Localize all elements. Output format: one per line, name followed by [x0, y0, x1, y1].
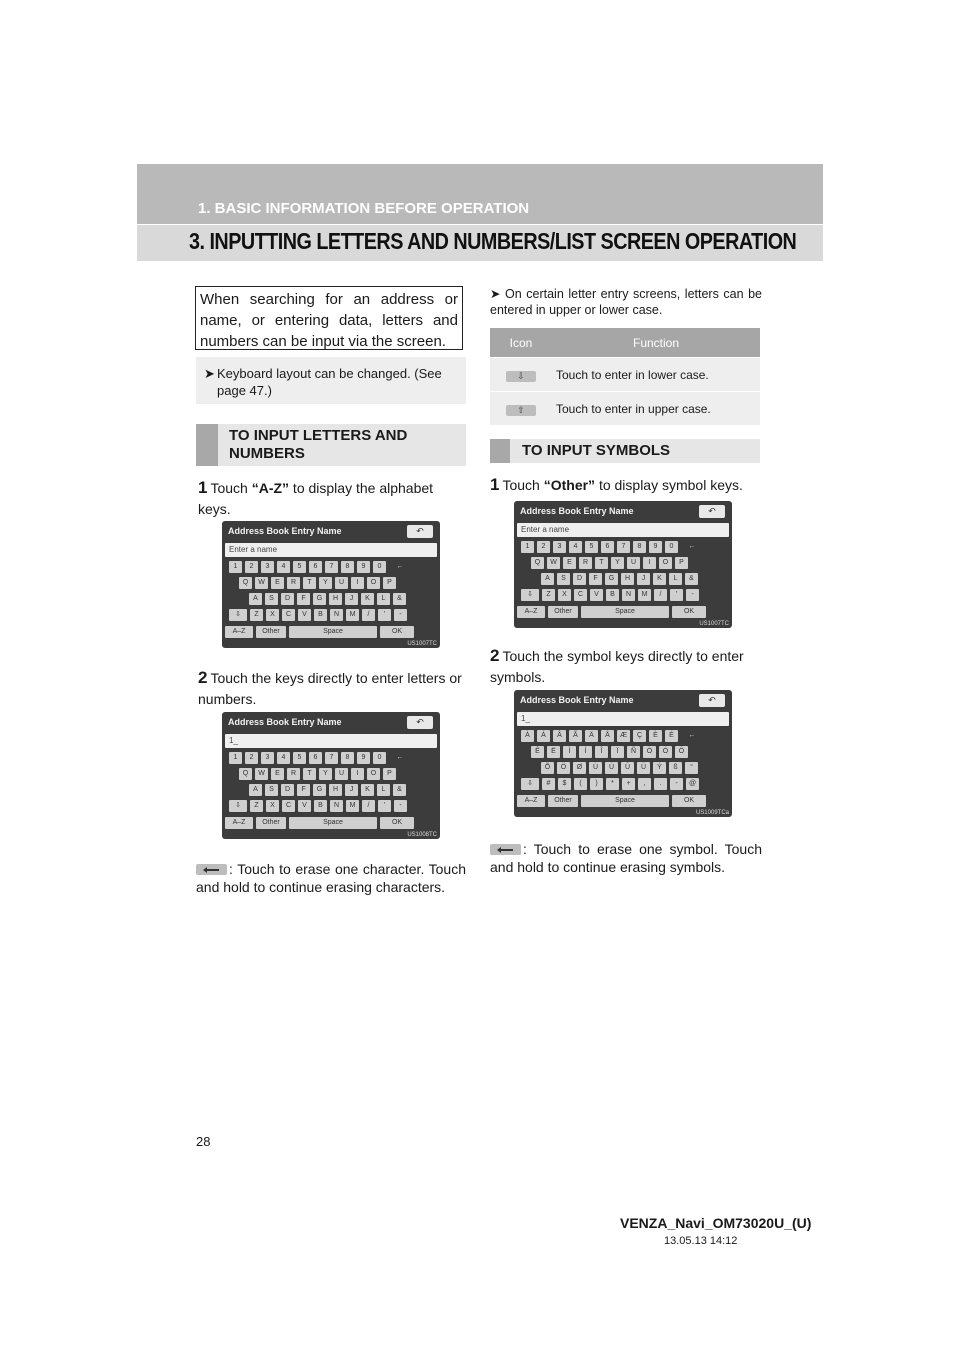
keyboard-key[interactable]: Q	[239, 768, 252, 780]
bottom-key[interactable]: Other	[256, 817, 286, 829]
bullet-icon: ➤	[490, 287, 501, 301]
entry-field[interactable]: 1_	[517, 712, 729, 726]
keyboard-key[interactable]: 5	[585, 541, 598, 553]
lower-case-icon: ⇩	[506, 371, 536, 382]
keyboard-key[interactable]: B	[606, 589, 619, 601]
keyboard-key[interactable]: O	[659, 557, 672, 569]
keyboard-key[interactable]: K	[361, 784, 374, 796]
document-timestamp: 13.05.13 14:12	[664, 1235, 738, 1247]
letters-step-2: 2 Touch the keys directly to enter letters or numbers.	[198, 668, 462, 707]
symbols-step-1: 1 Touch “Other” to display symbol keys.	[490, 475, 743, 494]
keyboard-key[interactable]: P	[675, 557, 688, 569]
key-row	[517, 541, 729, 553]
keyboard-key[interactable]: N	[330, 609, 343, 621]
keyboard-key[interactable]: U	[627, 557, 640, 569]
screen-header	[517, 504, 729, 521]
bottom-key[interactable]: Other	[256, 626, 286, 638]
keyboard-key[interactable]: &	[393, 593, 406, 605]
keyboard-key[interactable]: Ö	[557, 762, 570, 774]
keyboard-key[interactable]: Ó	[659, 746, 672, 758]
bottom-key[interactable]: Other	[548, 606, 578, 618]
keyboard-key[interactable]: È	[649, 730, 662, 742]
keyboard-key[interactable]: 8	[341, 561, 354, 573]
entry-field[interactable]: Enter a name	[225, 543, 437, 557]
keyboard-key[interactable]: Ï	[611, 746, 624, 758]
keyboard-key[interactable]: &	[685, 573, 698, 585]
back-button[interactable]: ↶	[699, 694, 725, 707]
keyboard-key[interactable]: 9	[357, 561, 370, 573]
shift-icon[interactable]: ⇩	[521, 589, 539, 601]
bottom-key[interactable]: Space	[289, 626, 377, 638]
keyboard-key[interactable]: T	[303, 577, 316, 589]
keyboard-key[interactable]: 1	[229, 561, 242, 573]
image-code: US1009TCa	[695, 810, 729, 816]
subhead-symbols-label: TO INPUT SYMBOLS	[522, 442, 671, 459]
case-note: ➤ On certain letter entry screens, letters can be entered in upper or lower case.	[490, 287, 763, 317]
keyboard-key[interactable]: X	[266, 609, 279, 621]
keyboard-key[interactable]: 0	[373, 561, 386, 573]
bottom-key[interactable]: Space	[581, 795, 669, 807]
keyboard-key[interactable]: X	[558, 589, 571, 601]
keyboard-key[interactable]: E	[563, 557, 576, 569]
keyboard-key[interactable]: 7	[617, 541, 630, 553]
keyboard-key[interactable]: M	[346, 800, 359, 812]
document-code: VENZA_Navi_OM73020U_(U)	[620, 1215, 812, 1231]
keyboard-key[interactable]: V	[298, 609, 311, 621]
key-row	[225, 768, 437, 780]
keyboard-key[interactable]: Î	[595, 746, 608, 758]
keyboard-key[interactable]: +	[622, 778, 635, 790]
bottom-key[interactable]: Space	[289, 817, 377, 829]
keyboard-key[interactable]: E	[271, 577, 284, 589]
keyboard-key[interactable]: Ä	[585, 730, 598, 742]
symbols-step-2: 2 Touch the symbol keys directly to enter symbols.	[490, 646, 744, 685]
key-row	[517, 762, 729, 774]
bottom-key[interactable]: A–Z	[517, 606, 545, 618]
image-code: US1007TC	[699, 621, 729, 627]
keyboard-key[interactable]: S	[265, 784, 278, 796]
bottom-key[interactable]: OK	[380, 626, 414, 638]
keyboard-key[interactable]: G	[313, 784, 326, 796]
keyboard-key[interactable]: J	[345, 784, 358, 796]
keyboard-key[interactable]: Å	[601, 730, 614, 742]
key-row	[517, 778, 729, 790]
keyboard-key[interactable]: 6	[309, 752, 322, 764]
keyboard-key[interactable]: 7	[325, 561, 338, 573]
key-row	[517, 589, 729, 601]
upper-case-icon: ⇧	[506, 405, 536, 416]
bottom-key-row	[225, 626, 437, 638]
keyboard-key[interactable]: T	[303, 768, 316, 780]
keyboard-key[interactable]: 2	[537, 541, 550, 553]
keyboard-note	[196, 357, 466, 404]
key-row	[225, 561, 437, 573]
keyboard-key[interactable]: )	[590, 778, 603, 790]
subhead-symbols	[490, 439, 760, 463]
screen-header	[225, 715, 437, 732]
case-icon-table	[490, 328, 760, 425]
keyboard-key[interactable]: N	[330, 800, 343, 812]
keyboard-screen-4	[514, 690, 732, 817]
keyboard-key[interactable]: 3	[261, 752, 274, 764]
bottom-key[interactable]: A–Z	[225, 817, 253, 829]
key-row	[517, 746, 729, 758]
keyboard-key[interactable]: 3	[553, 541, 566, 553]
keyboard-key[interactable]: W	[255, 577, 268, 589]
keyboard-key[interactable]: ,	[638, 778, 651, 790]
keyboard-key[interactable]: 1	[229, 752, 242, 764]
keyboard-key[interactable]: -	[686, 589, 699, 601]
keyboard-key[interactable]: Ý	[653, 762, 666, 774]
keyboard-key[interactable]: M	[638, 589, 651, 601]
keyboard-key[interactable]: U	[335, 577, 348, 589]
table-header-icon: Icon	[490, 328, 552, 358]
screen-title: Address Book Entry Name	[228, 717, 342, 727]
keyboard-key[interactable]: -	[670, 778, 683, 790]
keyboard-note-text: Keyboard layout can be changed. (See page 47.)	[217, 366, 442, 398]
keyboard-key[interactable]: 6	[601, 541, 614, 553]
keyboard-key[interactable]: G	[313, 593, 326, 605]
table-cell-function: Touch to enter in lower case.	[552, 358, 760, 392]
subhead-letters-label: TO INPUT LETTERS AND NUMBERS	[229, 427, 408, 462]
keyboard-key[interactable]: X	[266, 800, 279, 812]
screen-title: Address Book Entry Name	[520, 695, 634, 705]
backspace-icon	[490, 844, 521, 855]
keyboard-key[interactable]: K	[361, 593, 374, 605]
image-code: US1008TC	[407, 832, 437, 838]
keyboard-key[interactable]: /	[654, 589, 667, 601]
bottom-key[interactable]: OK	[672, 795, 706, 807]
key-row	[517, 730, 729, 742]
screen-title: Address Book Entry Name	[228, 526, 342, 536]
keyboard-key[interactable]: Ø	[573, 762, 586, 774]
keyboard-key[interactable]: /	[362, 609, 375, 621]
keyboard-key[interactable]: V	[298, 800, 311, 812]
key-row	[517, 557, 729, 569]
bottom-key[interactable]: A–Z	[225, 626, 253, 638]
keyboard-key[interactable]: K	[653, 573, 666, 585]
backspace-key-icon[interactable]: ←	[688, 732, 696, 739]
keyboard-key[interactable]: 9	[357, 752, 370, 764]
keyboard-key[interactable]: T	[595, 557, 608, 569]
keyboard-key[interactable]: 6	[309, 561, 322, 573]
keyboard-key[interactable]: L	[377, 784, 390, 796]
keyboard-key[interactable]: Ù	[589, 762, 602, 774]
keyboard-key[interactable]: C	[282, 609, 295, 621]
key-row	[225, 784, 437, 796]
entry-field[interactable]: 1_	[225, 734, 437, 748]
keyboard-key[interactable]: 1	[521, 541, 534, 553]
keyboard-key[interactable]: Y	[319, 577, 332, 589]
bottom-key[interactable]: Other	[548, 795, 578, 807]
keyboard-key[interactable]: Z	[542, 589, 555, 601]
back-button[interactable]: ↶	[407, 525, 433, 538]
keyboard-key[interactable]: Ñ	[627, 746, 640, 758]
keyboard-key[interactable]: Z	[250, 609, 263, 621]
keyboard-key[interactable]: D	[281, 593, 294, 605]
keyboard-key[interactable]: Ì	[563, 746, 576, 758]
keyboard-key[interactable]: Á	[537, 730, 550, 742]
keyboard-key[interactable]: 8	[341, 752, 354, 764]
key-row	[225, 593, 437, 605]
shift-icon[interactable]: ⇩	[229, 609, 247, 621]
keyboard-key[interactable]: C	[574, 589, 587, 601]
keyboard-key[interactable]: 7	[325, 752, 338, 764]
symbols-erase-note: : Touch to erase one symbol. Touch and hold to continue erasing symbols.	[490, 841, 762, 875]
keyboard-key[interactable]: 2	[245, 561, 258, 573]
keyboard-key[interactable]: 0	[665, 541, 678, 553]
keyboard-key[interactable]: C	[282, 800, 295, 812]
keyboard-key[interactable]: Ô	[675, 746, 688, 758]
entry-field[interactable]: Enter a name	[517, 523, 729, 537]
keyboard-key[interactable]: &	[393, 784, 406, 796]
keyboard-key[interactable]: F	[297, 784, 310, 796]
keyboard-key[interactable]: F	[589, 573, 602, 585]
keyboard-key[interactable]: @	[686, 778, 699, 790]
keyboard-key[interactable]: “	[685, 762, 698, 774]
keyboard-key[interactable]: W	[547, 557, 560, 569]
key-row	[225, 577, 437, 589]
screen-header	[225, 524, 437, 541]
keyboard-key[interactable]: 2	[245, 752, 258, 764]
keyboard-key[interactable]: L	[669, 573, 682, 585]
keyboard-key[interactable]: Û	[621, 762, 634, 774]
table-row	[490, 358, 760, 392]
keyboard-key[interactable]: '	[378, 609, 391, 621]
keyboard-key[interactable]: V	[590, 589, 603, 601]
table-header-function: Function	[552, 328, 760, 358]
keyboard-screen-3	[514, 501, 732, 628]
back-button[interactable]: ↶	[699, 505, 725, 518]
keyboard-key[interactable]: P	[383, 577, 396, 589]
keyboard-key[interactable]: A	[249, 593, 262, 605]
keyboard-key[interactable]: Æ	[617, 730, 630, 742]
key-row	[517, 573, 729, 585]
keyboard-key[interactable]: 4	[277, 561, 290, 573]
letters-erase-note: : Touch to erase one character. Touch and hold to continue erasing characters.	[196, 861, 466, 895]
bottom-key[interactable]: A–Z	[517, 795, 545, 807]
image-code: US1007TC	[407, 641, 437, 647]
keyboard-key[interactable]: 5	[293, 752, 306, 764]
keyboard-key[interactable]: P	[383, 768, 396, 780]
keyboard-key[interactable]: O	[367, 577, 380, 589]
keyboard-key[interactable]: Í	[579, 746, 592, 758]
keyboard-key[interactable]: Ë	[547, 746, 560, 758]
subhead-letters	[196, 424, 466, 466]
keyboard-key[interactable]: '	[670, 589, 683, 601]
keyboard-key[interactable]: Y	[611, 557, 624, 569]
keyboard-key[interactable]: O	[367, 768, 380, 780]
page-title: 3. INPUTTING LETTERS AND NUMBERS/LIST SCREEN OPERATION	[189, 228, 797, 254]
keyboard-key[interactable]: -	[394, 800, 407, 812]
shift-icon[interactable]: ⇩	[521, 778, 539, 790]
keyboard-key[interactable]: Q	[531, 557, 544, 569]
bottom-key[interactable]: OK	[672, 606, 706, 618]
backspace-icon	[196, 864, 227, 875]
keyboard-key[interactable]: A	[541, 573, 554, 585]
keyboard-key[interactable]: 4	[569, 541, 582, 553]
page-number: 28	[196, 1134, 211, 1149]
keyboard-key[interactable]: U	[335, 768, 348, 780]
keyboard-key[interactable]: R	[579, 557, 592, 569]
keyboard-key[interactable]: À	[521, 730, 534, 742]
keyboard-key[interactable]: I	[351, 768, 364, 780]
bottom-key[interactable]: Space	[581, 606, 669, 618]
bottom-key[interactable]: OK	[380, 817, 414, 829]
keyboard-key[interactable]: D	[281, 784, 294, 796]
keyboard-key[interactable]: H	[329, 593, 342, 605]
keyboard-key[interactable]: .	[654, 778, 667, 790]
keyboard-key[interactable]: I	[643, 557, 656, 569]
keyboard-key[interactable]: 3	[261, 561, 274, 573]
bottom-key-row	[225, 817, 437, 829]
section-label: 1. BASIC INFORMATION BEFORE OPERATION	[198, 200, 530, 217]
shift-icon[interactable]: ⇩	[229, 800, 247, 812]
keyboard-key[interactable]: Ò	[643, 746, 656, 758]
intro-box: When searching for an address or name, or entering data, letters and numbers can be input via the screen.	[195, 286, 463, 350]
keyboard-key[interactable]: E	[271, 768, 284, 780]
keyboard-key[interactable]: Z	[250, 800, 263, 812]
keyboard-key[interactable]: Y	[319, 768, 332, 780]
keyboard-key[interactable]: É	[665, 730, 678, 742]
keyboard-key[interactable]: L	[377, 593, 390, 605]
key-row	[225, 752, 437, 764]
keyboard-key[interactable]: J	[637, 573, 650, 585]
keyboard-key[interactable]: Ú	[605, 762, 618, 774]
keyboard-key[interactable]: A	[249, 784, 262, 796]
keyboard-key[interactable]: G	[605, 573, 618, 585]
keyboard-key[interactable]: I	[351, 577, 364, 589]
keyboard-key[interactable]: R	[287, 768, 300, 780]
keyboard-key[interactable]: M	[346, 609, 359, 621]
keyboard-key[interactable]: 4	[277, 752, 290, 764]
keyboard-key[interactable]: ß	[669, 762, 682, 774]
keyboard-key[interactable]: D	[573, 573, 586, 585]
keyboard-key[interactable]: '	[378, 800, 391, 812]
back-button[interactable]: ↶	[407, 716, 433, 729]
key-row	[225, 609, 437, 621]
keyboard-key[interactable]: Ê	[531, 746, 544, 758]
keyboard-key[interactable]: H	[621, 573, 634, 585]
backspace-key-icon[interactable]: ←	[396, 563, 404, 570]
keyboard-key[interactable]: #	[542, 778, 555, 790]
letters-step-1: 1 Touch “A-Z” to display the alphabet keys.	[198, 478, 434, 517]
keyboard-key[interactable]: Â	[553, 730, 566, 742]
keyboard-key[interactable]: 0	[373, 752, 386, 764]
keyboard-key[interactable]: Ç	[633, 730, 646, 742]
keyboard-screen-1	[222, 521, 440, 648]
bottom-key-row	[517, 795, 729, 807]
keyboard-key[interactable]: Õ	[541, 762, 554, 774]
table-cell-function: Touch to enter in upper case.	[552, 392, 760, 426]
keyboard-key[interactable]: N	[622, 589, 635, 601]
table-row	[490, 392, 760, 426]
keyboard-key[interactable]: W	[255, 768, 268, 780]
bullet-icon: ➤	[204, 366, 215, 381]
keyboard-key[interactable]: S	[265, 593, 278, 605]
key-row	[225, 800, 437, 812]
keyboard-key[interactable]: 5	[293, 561, 306, 573]
keyboard-key[interactable]: Q	[239, 577, 252, 589]
keyboard-key[interactable]: *	[606, 778, 619, 790]
keyboard-key[interactable]: -	[394, 609, 407, 621]
keyboard-key[interactable]: B	[314, 800, 327, 812]
keyboard-key[interactable]: (	[574, 778, 587, 790]
bottom-key-row	[517, 606, 729, 618]
keyboard-key[interactable]: R	[287, 577, 300, 589]
keyboard-key[interactable]: Ü	[637, 762, 650, 774]
keyboard-key[interactable]: /	[362, 800, 375, 812]
keyboard-key[interactable]: S	[557, 573, 570, 585]
backspace-key-icon[interactable]: ←	[396, 754, 404, 761]
keyboard-key[interactable]: $	[558, 778, 571, 790]
keyboard-key[interactable]: F	[297, 593, 310, 605]
screen-title: Address Book Entry Name	[520, 506, 634, 516]
keyboard-key[interactable]: H	[329, 784, 342, 796]
keyboard-key[interactable]: 8	[633, 541, 646, 553]
keyboard-key[interactable]: 9	[649, 541, 662, 553]
keyboard-screen-2	[222, 712, 440, 839]
keyboard-key[interactable]: J	[345, 593, 358, 605]
backspace-key-icon[interactable]: ←	[688, 543, 696, 550]
screen-header	[517, 693, 729, 710]
keyboard-key[interactable]: Ã	[569, 730, 582, 742]
keyboard-key[interactable]: B	[314, 609, 327, 621]
